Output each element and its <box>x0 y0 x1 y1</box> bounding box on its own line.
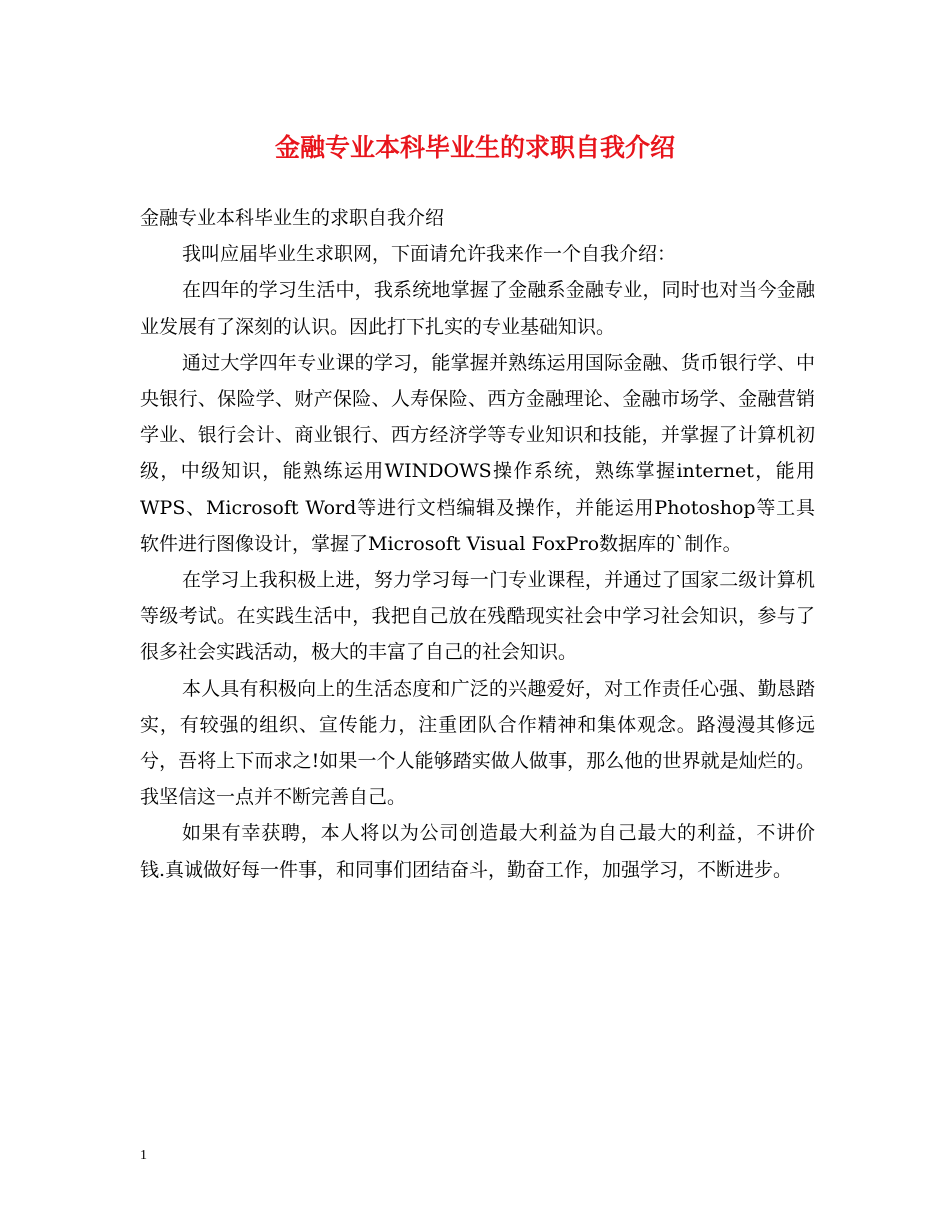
page-number: 1 <box>140 1148 147 1163</box>
paragraph-study-life: 在四年的学习生活中，我系统地掌握了金融系金融专业，同时也对当今金融业发展有了深刻的认识。因此打下扎实的专业基础知识。 <box>140 279 815 338</box>
paragraph-personality: 本人具有积极向上的生活态度和广泛的兴趣爱好，对工作责任心强、勤恳踏实，有较强的组织、宣传能力，注重团队合作精神和集体观念。路漫漫其修远兮，吾将上下而求之!如果一个人能够踏实做人做事，那么他的世界就是灿烂的。我坚信这一点并不断完善自己。 <box>140 677 815 809</box>
body-heading: 金融专业本科毕业生的求职自我介绍 <box>140 207 445 229</box>
document-title: 金融专业本科毕业生的求职自我介绍 <box>274 133 675 162</box>
document-body <box>140 200 815 888</box>
paragraph-courses-skills: 通过大学四年专业课的学习，能掌握并熟练运用国际金融、货币银行学、中央银行、保险学、财产保险、人寿保险、西方金融理论、金融市场学、金融营销学业、银行会计、商业银行、西方经济学等专业知识和技能，并掌握了计算机初级，中级知识，能熟练运用WINDOWS操作系统，熟练掌握internet，能用WPS、Microsoft Word等进行文档编辑及操作，并能运用Photoshop等工具软件进行图像设计，掌握了Microsoft Visual FoxPro数据库的`制作。 <box>140 351 815 555</box>
paragraph-learning-practice: 在学习上我积极上进，努力学习每一门专业课程，并通过了国家二级计算机等级考试。在实践生活中，我把自己放在残酷现实社会中学习社会知识，参与了很多社会实践活动，极大的丰富了自己的社会知识。 <box>140 569 815 664</box>
paragraph-closing: 如果有幸获聘，本人将以为公司创造最大利益为自己最大的利益，不讲价钱.真诚做好每一件事，和同事们团结奋斗，勤奋工作，加强学习，不断进步。 <box>140 822 815 881</box>
paragraph-greeting: 我叫应届毕业生求职网，下面请允许我来作一个自我介绍： <box>182 243 677 266</box>
